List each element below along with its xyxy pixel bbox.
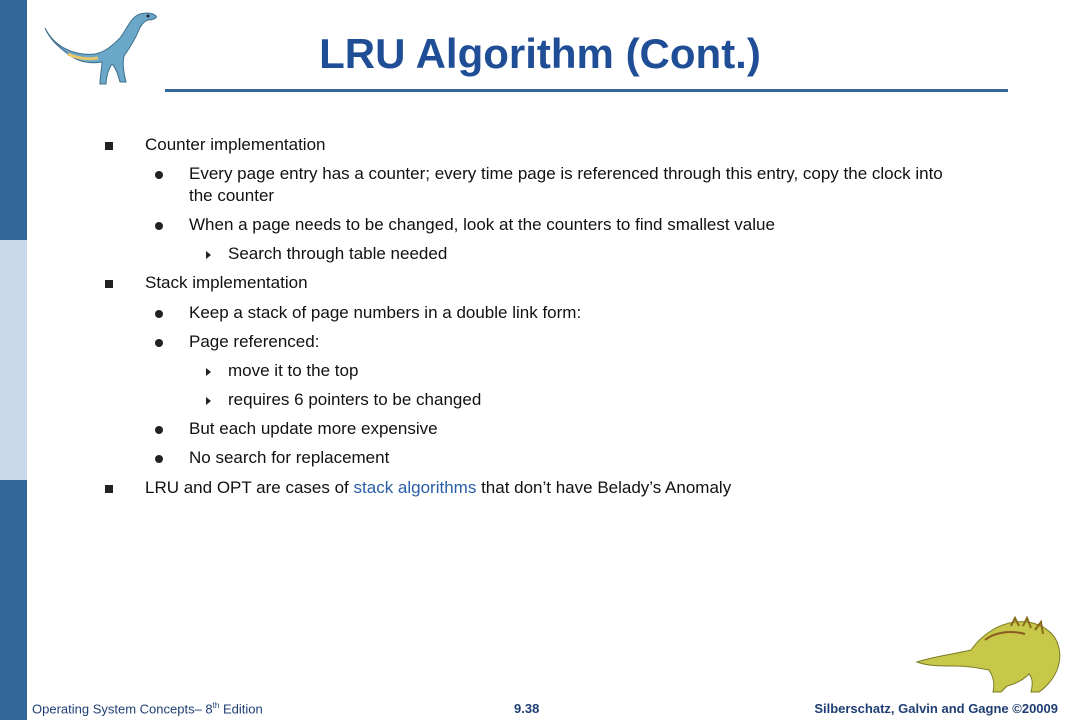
counter-item-2: When a page needs to be changed, look at the counters to find smallest value xyxy=(189,215,775,234)
stack-item-3: But each update more expensive xyxy=(189,419,438,438)
stack-algorithms-term: stack algorithms xyxy=(353,478,477,497)
dinosaur-bottom-icon xyxy=(915,610,1065,700)
bullet-square xyxy=(105,485,113,493)
bullet-dot xyxy=(155,426,163,434)
stack-item-2: Page referenced: xyxy=(189,332,320,351)
page-title: LRU Algorithm (Cont.) xyxy=(319,30,761,77)
footer-course-sup: th xyxy=(212,700,220,710)
bullet-dot xyxy=(155,222,163,230)
footer-course-prefix: Operating System Concepts– 8 xyxy=(32,701,213,716)
lru-opt-suffix: that don’t have Belady’s Anomaly xyxy=(476,478,732,497)
bullet-triangle-icon xyxy=(206,397,211,405)
stack-implementation-heading: Stack implementation xyxy=(145,273,308,292)
stack-item-2-sub-1: move it to the top xyxy=(228,361,359,380)
dinosaur-top-icon xyxy=(40,8,165,90)
stack-item-4: No search for replacement xyxy=(189,448,390,467)
stack-item-1: Keep a stack of page numbers in a double link form: xyxy=(189,303,582,322)
footer-authors: Silberschatz, Galvin and Gagne ©20009 xyxy=(814,701,1058,716)
bullet-dot xyxy=(155,171,163,179)
counter-item-1-line-1: Every page entry has a counter; every time page is referenced through this entry, copy the clock into xyxy=(189,164,943,183)
slide-number: 9.38 xyxy=(514,701,540,716)
bullet-square xyxy=(105,280,113,288)
counter-implementation-heading: Counter implementation xyxy=(145,135,326,154)
stack-item-2-sub-2: requires 6 pointers to be changed xyxy=(228,390,482,409)
counter-item-1-line-2: the counter xyxy=(189,186,275,205)
footer-course xyxy=(32,701,263,716)
bullet-dot xyxy=(155,455,163,463)
title-divider xyxy=(165,89,1008,92)
footer-course-suffix: Edition xyxy=(219,701,263,716)
bullet-dot xyxy=(155,339,163,347)
sidebar-highlight xyxy=(0,240,27,480)
bullet-triangle-icon xyxy=(206,251,211,259)
bullet-dot xyxy=(155,310,163,318)
bullet-triangle-icon xyxy=(206,368,211,376)
lru-opt-prefix: LRU and OPT are cases of xyxy=(145,478,354,497)
counter-item-2-sub: Search through table needed xyxy=(228,244,448,263)
lru-opt-statement xyxy=(145,477,731,499)
bullet-square xyxy=(105,142,113,150)
